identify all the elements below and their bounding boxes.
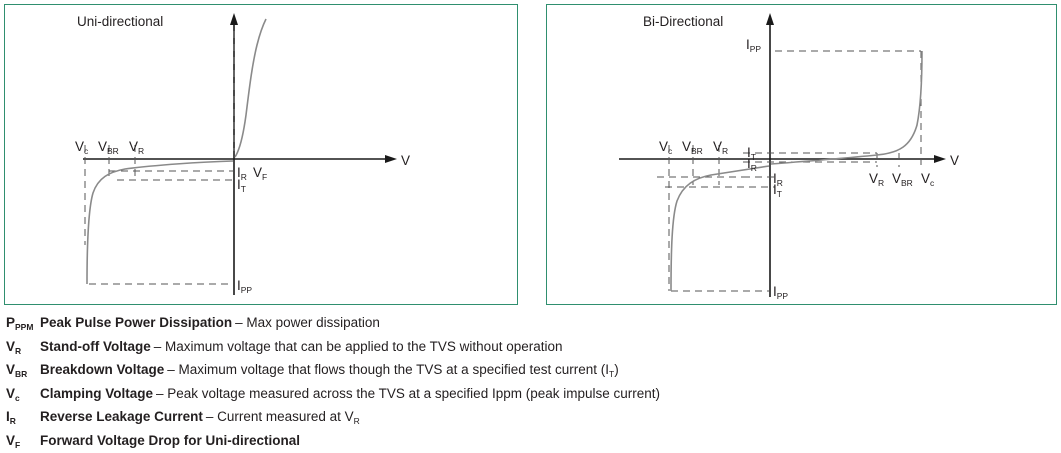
bi-ipp-bottom-label: $I_{PP}$: [773, 284, 788, 301]
legend-symbol: $V_F$: [6, 430, 40, 453]
legend-row: [6, 312, 1056, 336]
legend-row: [6, 359, 1056, 383]
svg-text:Vc: $V_c$: [659, 139, 673, 156]
legend-symbol: $I_R$: [6, 406, 40, 430]
bi-directional-title: Bi-Directional: [643, 14, 723, 29]
legend-symbol: $V_c$: [6, 383, 40, 407]
voltage-axis-arrow: [385, 155, 397, 163]
bi-directional-graph: [547, 5, 1056, 304]
svg-text:VR: $V_R$: [713, 139, 728, 156]
legend-term: Stand-off Voltage: [40, 336, 151, 358]
legend-symbol: $V_{BR}$: [6, 359, 40, 383]
uni-directional-panel: [4, 4, 518, 305]
bi-axis-label-v: V: [950, 153, 959, 168]
uni-ipp-label: $I_{PP}$: [237, 278, 252, 295]
svg-text:VR: $V_R$: [869, 171, 884, 188]
svg-text:IT: $I_T$: [237, 177, 246, 194]
reverse-curve: [87, 161, 233, 284]
uni-axis-label-v: V: [401, 153, 410, 168]
svg-text:Vc: $V_c$: [921, 171, 935, 188]
legend-term: Reverse Leakage Current: [40, 406, 203, 428]
bi-upper-curve: [771, 51, 922, 164]
uni-directional-graph: [5, 5, 517, 304]
legend-description: – Peak voltage measured across the TVS at a specified Ippm (peak impulse current): [156, 383, 660, 407]
legend-term: Breakdown Voltage: [40, 359, 164, 381]
voltage-axis-arrow: [934, 155, 946, 163]
svg-text:IT: $I_T$: [773, 182, 782, 199]
dashed-guides: [657, 51, 921, 291]
svg-text:VBR: $V_{BR}$: [98, 139, 119, 156]
legend-symbol: $P_{PPM}$: [6, 312, 40, 336]
legend-row: [6, 383, 1056, 407]
legend-term: Clamping Voltage: [40, 383, 153, 405]
legend-symbol: $V_R$: [6, 336, 40, 360]
uni-directional-title: Uni-directional: [77, 14, 163, 29]
legend-description: – Maximum voltage that can be applied to the TVS without operation: [154, 336, 563, 360]
svg-text:VBR: $V_{BR}$: [682, 139, 703, 156]
legend-row: [6, 430, 1056, 453]
legend-description: – Current measured at $V_R$: [206, 406, 360, 430]
svg-text:IT: $I_T$: [747, 145, 756, 162]
svg-text:Vc: $V_c$: [75, 139, 89, 156]
bi-directional-panel: [546, 4, 1057, 305]
dashed-guides: [85, 31, 234, 284]
current-axis-arrow: [230, 13, 238, 25]
legend-description: – Maximum voltage that flows though the TVS at a specified test current $(I_T)$: [167, 359, 618, 383]
svg-text:IR: $I_R$: [237, 165, 247, 182]
legend-list: [6, 312, 1056, 453]
uni-left-voltage-labels: [75, 139, 144, 156]
svg-text:IR: $I_R$: [773, 171, 783, 188]
legend-row: [6, 336, 1056, 360]
forward-curve: [235, 19, 266, 157]
bi-right-voltage-labels: [869, 171, 935, 188]
bi-inner-current-labels: [747, 145, 783, 199]
bi-left-voltage-labels: [659, 139, 728, 156]
current-axis-arrow: [766, 13, 774, 25]
legend-term: Peak Pulse Power Dissipation: [40, 312, 232, 334]
svg-text:VR: $V_R$: [129, 139, 144, 156]
legend-row: [6, 406, 1056, 430]
svg-text:VBR: $V_{BR}$: [892, 171, 913, 188]
legend-term: Forward Voltage Drop for Uni-directional: [40, 430, 300, 452]
legend-description: – Max power dissipation: [235, 312, 380, 336]
bi-ipp-top-label: $I_{PP}$: [746, 37, 761, 54]
svg-text:IR: $I_R$: [747, 156, 757, 173]
svg-text:VF: $V_F$: [253, 165, 267, 182]
uni-inner-labels: [237, 165, 267, 194]
bi-lower-curve: [671, 166, 769, 291]
